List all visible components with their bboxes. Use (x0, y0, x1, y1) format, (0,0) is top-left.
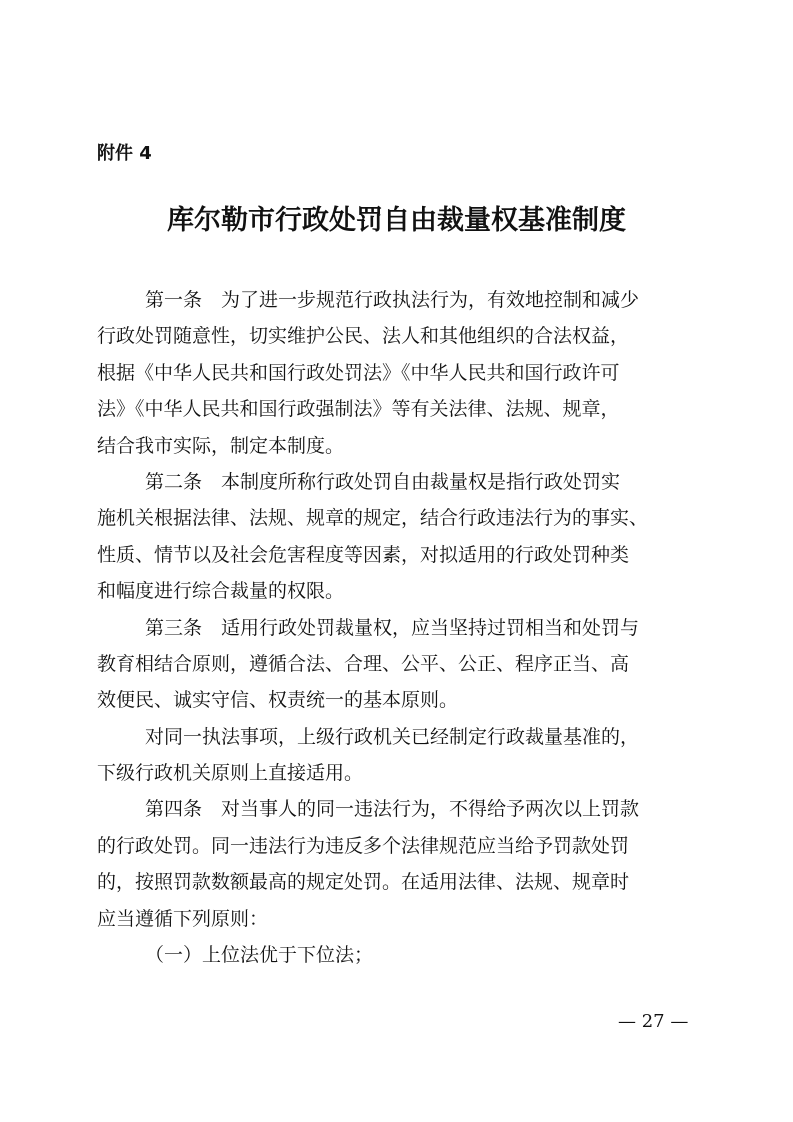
article-3-line-1: 第三条 适用行政处罚裁量权，应当坚持过罚相当和处罚与 (145, 616, 640, 639)
article-3-para-2-line-2: 下级行政机关原则上直接适用。 (97, 762, 364, 785)
article-2-line-1: 第二条 本制度所称行政处罚自由裁量权是指行政处罚实 (145, 470, 621, 493)
article-2-line-4: 和幅度进行综合裁量的权限。 (97, 580, 345, 603)
annex-label: 附件 4 (97, 143, 152, 164)
article-4-item-1: （一）上位法优于下位法； (145, 944, 374, 967)
article-3-line-3: 效便民、诚实守信、权责统一的基本原则。 (97, 689, 459, 712)
article-1-line-4: 法》《中华人民共和国行政强制法》等有关法律、法规、规章， (97, 398, 620, 421)
article-4-line-3: 的，按照罚款数额最高的规定处罚。在适用法律、法规、规章时 (97, 871, 630, 894)
article-1-line-5: 结合我市实际，制定本制度。 (97, 434, 345, 457)
article-2-line-2: 施机关根据法律、法规、规章的规定，结合行政违法行为的事实、 (97, 507, 649, 530)
article-4-line-1: 第四条 对当事人的同一违法行为，不得给予两次以上罚款 (145, 798, 640, 821)
article-3-para-2-line-1: 对同一执法事项，上级行政机关已经制定行政裁量基准的， (145, 725, 640, 748)
page-number: — 27 — (618, 1011, 689, 1032)
article-2-line-3: 性质、情节以及社会危害程度等因素，对拟适用的行政处罚种类 (97, 543, 630, 566)
article-3-line-2: 教育相结合原则，遵循合法、合理、公平、公正、程序正当、高 (97, 652, 630, 675)
article-4-line-2: 的行政处罚。同一违法行为违反多个法律规范应当给予罚款处罚 (97, 834, 630, 857)
article-1-line-3: 根据《中华人民共和国行政处罚法》《中华人民共和国行政许可 (97, 361, 620, 384)
article-1-line-2: 行政处罚随意性，切实维护公民、法人和其他组织的合法权益， (97, 325, 630, 348)
document-title: 库尔勒市行政处罚自由裁量权基准制度 (167, 205, 626, 236)
article-1-line-1: 第一条 为了进一步规范行政执法行为，有效地控制和减少 (145, 289, 640, 311)
article-4-line-4: 应当遵循下列原则： (97, 907, 269, 930)
document-body (97, 282, 697, 973)
